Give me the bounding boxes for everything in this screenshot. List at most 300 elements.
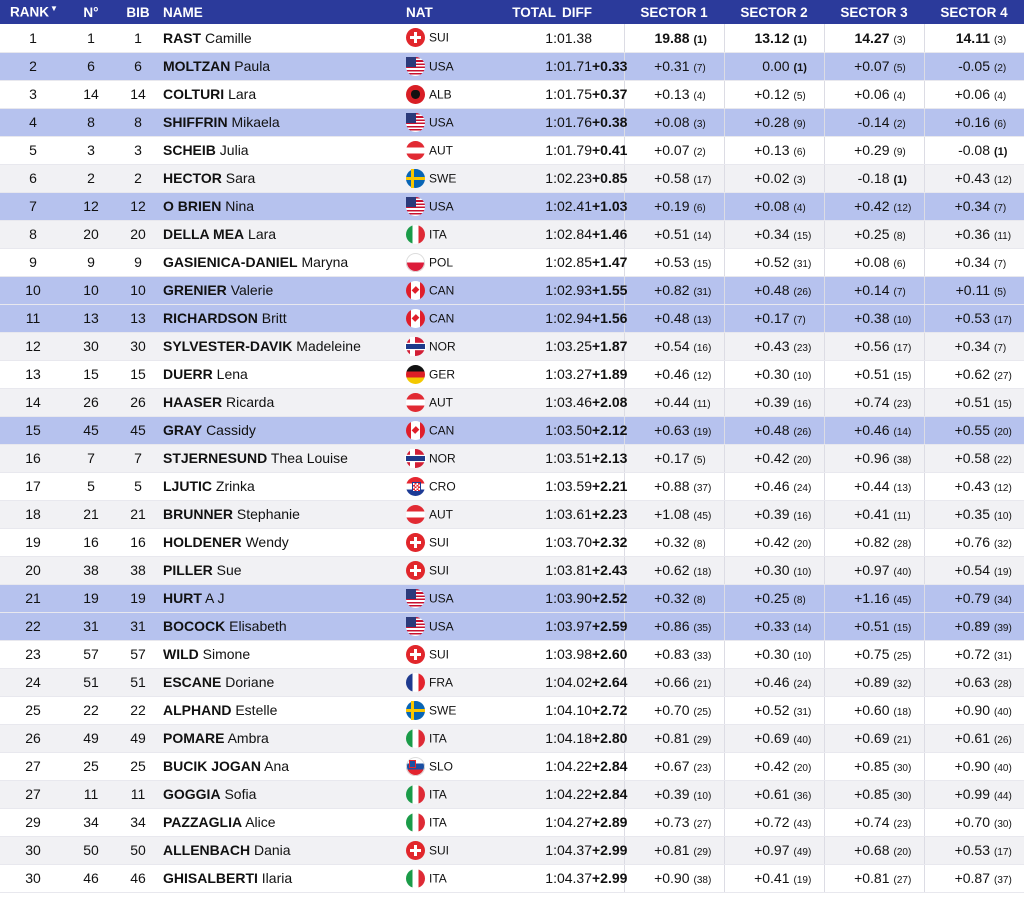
athlete-name[interactable]: [160, 80, 406, 108]
athlete-name[interactable]: [160, 136, 406, 164]
athlete-name[interactable]: [160, 528, 406, 556]
nation-code: GER: [429, 367, 456, 381]
sector-time: +0.53: [654, 254, 690, 270]
sector-time: -0.08: [958, 142, 990, 158]
nation-cell: [406, 556, 500, 584]
sector-rank: (1): [994, 146, 1008, 158]
no-cell: 22: [66, 696, 116, 724]
athlete-name[interactable]: [160, 724, 406, 752]
sector1-cell: [624, 640, 724, 668]
last-name: GRAY: [163, 422, 203, 438]
last-name: COLTURI: [163, 86, 225, 102]
sector1-cell: [624, 136, 724, 164]
sector-time: +0.97: [854, 562, 890, 578]
total-time: 1:03.70: [500, 528, 592, 556]
sector-rank: (16): [793, 399, 812, 410]
athlete-name[interactable]: [160, 304, 406, 332]
total-time: 1:03.46: [500, 388, 592, 416]
last-name: SCHEIB: [163, 142, 216, 158]
table-row[interactable]: [0, 164, 1024, 192]
sector-time: +0.35: [954, 506, 990, 522]
sector-time: +0.66: [654, 674, 690, 690]
no-cell: 3: [66, 136, 116, 164]
total-time: 1:03.25: [500, 332, 592, 360]
rank-header-label: RANK: [10, 4, 49, 20]
bib-header[interactable]: BIB: [116, 0, 160, 24]
sector3-cell: [824, 388, 924, 416]
first-name: Madeleine: [296, 338, 361, 354]
diff-value: +1.87: [592, 338, 628, 354]
bib-cell: 15: [116, 360, 160, 388]
last-name: SYLVESTER-DAVIK: [163, 338, 293, 354]
sector-time: +0.74: [854, 394, 890, 410]
flag-usa-icon: [406, 57, 425, 76]
bib-cell: 6: [116, 52, 160, 80]
sector-time: +0.32: [654, 590, 690, 606]
sector-time: +0.13: [654, 86, 690, 102]
table-row[interactable]: [0, 52, 1024, 80]
nation-code: CAN: [429, 423, 455, 437]
table-row[interactable]: [0, 808, 1024, 836]
sector3-cell: [824, 780, 924, 808]
sector1-header[interactable]: SECTOR 1: [624, 0, 724, 24]
sector-rank: (28): [994, 679, 1012, 690]
sector-rank: (5): [893, 63, 906, 74]
sector-time: +0.51: [654, 226, 690, 242]
sector-rank: (9): [893, 147, 906, 158]
table-row[interactable]: [0, 472, 1024, 500]
rank-cell: 5: [0, 136, 66, 164]
sector-time: +0.42: [754, 758, 790, 774]
nation-code: USA: [429, 591, 454, 605]
sector-rank: (28): [893, 539, 912, 550]
flag-ita-icon: [406, 225, 425, 244]
diff-value: +1.03: [592, 198, 628, 214]
sector-time: +0.42: [754, 450, 790, 466]
no-cell: 26: [66, 388, 116, 416]
athlete-name[interactable]: [160, 192, 406, 220]
sector3-cell: [824, 612, 924, 640]
sector-time: +0.13: [754, 142, 790, 158]
table-row[interactable]: [0, 24, 1024, 52]
total-time: 1:03.51: [500, 444, 592, 472]
table-row[interactable]: [0, 416, 1024, 444]
nation-cell: [406, 136, 500, 164]
sector3-header[interactable]: SECTOR 3: [824, 0, 924, 24]
sector-rank: (26): [793, 287, 812, 298]
nation-cell: [406, 304, 500, 332]
flag-cro-icon: [406, 477, 425, 496]
first-name: Sue: [216, 562, 242, 578]
total-time: 1:02.85: [500, 248, 592, 276]
athlete-name[interactable]: [160, 752, 406, 780]
athlete-name[interactable]: [160, 864, 406, 892]
sector4-cell: [924, 696, 1024, 724]
athlete-name[interactable]: [160, 836, 406, 864]
table-row[interactable]: [0, 500, 1024, 528]
sector4-cell: [924, 836, 1024, 864]
total-header[interactable]: TOTAL: [500, 0, 592, 24]
bib-cell: 25: [116, 752, 160, 780]
last-name: BOCOCK: [163, 618, 226, 634]
sector-time: +0.46: [754, 478, 790, 494]
sector4-cell: [924, 584, 1024, 612]
table-row[interactable]: [0, 556, 1024, 584]
nation-code: SUI: [429, 647, 450, 661]
athlete-name[interactable]: [160, 584, 406, 612]
sector-time: +1.16: [854, 590, 890, 606]
sector-rank: (12): [994, 483, 1012, 494]
sector-rank: (3): [793, 175, 806, 186]
table-row[interactable]: [0, 136, 1024, 164]
no-cell: 19: [66, 584, 116, 612]
athlete-name[interactable]: [160, 472, 406, 500]
nation-code: FRA: [429, 675, 453, 689]
nation-code: CAN: [429, 311, 455, 325]
sector-time: +0.30: [754, 366, 790, 382]
bib-cell: 1: [116, 24, 160, 52]
table-row[interactable]: [0, 724, 1024, 752]
athlete-name[interactable]: [160, 276, 406, 304]
total-time: 1:04.22: [500, 780, 592, 808]
sector-rank: (1): [893, 174, 907, 186]
nation-code: ITA: [429, 815, 447, 829]
diff-value: +2.59: [592, 618, 628, 634]
sector-rank: (15): [893, 371, 912, 382]
athlete-name[interactable]: [160, 52, 406, 80]
table-row[interactable]: [0, 80, 1024, 108]
sector-rank: (1): [693, 33, 707, 46]
athlete-name[interactable]: [160, 220, 406, 248]
sector-rank: (37): [994, 875, 1012, 886]
sector1-cell: [624, 24, 724, 52]
flag-sui-icon: [406, 645, 425, 664]
sector1-cell: [624, 192, 724, 220]
total-time: 1:03.61: [500, 500, 592, 528]
table-row[interactable]: [0, 752, 1024, 780]
nation-cell: [406, 528, 500, 556]
table-row[interactable]: [0, 444, 1024, 472]
sector-rank: (23): [793, 343, 812, 354]
first-name: Elisabeth: [229, 618, 287, 634]
table-row[interactable]: [0, 528, 1024, 556]
sector-rank: (24): [793, 483, 812, 494]
sector-time: +0.34: [954, 198, 990, 214]
sector-time: +0.30: [754, 646, 790, 662]
nation-cell: [406, 416, 500, 444]
sector2-cell: [724, 332, 824, 360]
athlete-name[interactable]: [160, 388, 406, 416]
sector-rank: (20): [793, 455, 812, 466]
table-row[interactable]: [0, 696, 1024, 724]
diff-header[interactable]: [562, 0, 624, 24]
no-cell: 10: [66, 276, 116, 304]
total-time: 1:04.37: [500, 836, 592, 864]
sector-time: +0.96: [854, 450, 890, 466]
diff-value: +2.84: [592, 758, 628, 774]
athlete-name[interactable]: [160, 248, 406, 276]
diff-cell: [592, 752, 628, 780]
rank-header[interactable]: [0, 0, 66, 24]
sector-rank: (32): [893, 679, 912, 690]
sector3-cell: [824, 108, 924, 136]
sector-time: +0.32: [654, 534, 690, 550]
no-cell: 49: [66, 724, 116, 752]
diff-cell: [592, 836, 628, 864]
nation-code: SUI: [429, 535, 450, 549]
sector-rank: (15): [793, 231, 812, 242]
bib-cell: 31: [116, 612, 160, 640]
table-row[interactable]: [0, 612, 1024, 640]
sector2-header[interactable]: SECTOR 2: [724, 0, 824, 24]
sector3-cell: [824, 668, 924, 696]
sector-time: +0.62: [954, 366, 990, 382]
table-row[interactable]: [0, 108, 1024, 136]
last-name: PILLER: [163, 562, 213, 578]
first-name: Doriane: [225, 674, 275, 690]
sector1-cell: [624, 584, 724, 612]
last-name: DELLA MEA: [163, 226, 245, 242]
diff-cell: [592, 584, 628, 612]
table-row[interactable]: [0, 668, 1024, 696]
first-name: Thea Louise: [270, 450, 348, 466]
sector4-cell: [924, 864, 1024, 892]
sector-rank: (7): [994, 259, 1007, 270]
athlete-name[interactable]: [160, 108, 406, 136]
nation-cell: [406, 836, 500, 864]
sector-time: +0.99: [954, 786, 990, 802]
no-cell: 9: [66, 248, 116, 276]
sector-time: +0.08: [854, 254, 890, 270]
athlete-name[interactable]: [160, 24, 406, 52]
table-row[interactable]: [0, 640, 1024, 668]
athlete-name[interactable]: [160, 444, 406, 472]
sector2-cell: [724, 668, 824, 696]
diff-cell: [592, 808, 628, 836]
flag-ita-icon: [406, 813, 425, 832]
diff-value: +2.89: [592, 814, 628, 830]
diff-cell: [592, 612, 628, 640]
bib-cell: 34: [116, 808, 160, 836]
last-name: ESCANE: [163, 674, 222, 690]
no-cell: 45: [66, 416, 116, 444]
sector2-cell: [724, 584, 824, 612]
rank-cell: 7: [0, 192, 66, 220]
table-row[interactable]: [0, 836, 1024, 864]
table-row[interactable]: [0, 864, 1024, 892]
athlete-name[interactable]: [160, 332, 406, 360]
flag-aut-icon: [406, 393, 425, 412]
sector4-cell: [924, 612, 1024, 640]
sector-rank: (26): [793, 427, 812, 438]
sector2-cell: [724, 612, 824, 640]
sector4-cell: [924, 136, 1024, 164]
sector-time: +0.75: [854, 646, 890, 662]
sector-time: -0.05: [958, 58, 990, 74]
sector-rank: (17): [893, 343, 912, 354]
flag-ita-icon: [406, 785, 425, 804]
sector2-cell: [724, 444, 824, 472]
sector2-cell: [724, 472, 824, 500]
nation-cell: [406, 752, 500, 780]
sector-time: +0.34: [754, 226, 790, 242]
diff-cell: [592, 640, 628, 668]
sector1-cell: [624, 80, 724, 108]
sector2-cell: [724, 304, 824, 332]
sector-time: +0.83: [654, 646, 690, 662]
sector2-cell: [724, 164, 824, 192]
sector-time: +0.82: [854, 534, 890, 550]
athlete-name[interactable]: [160, 500, 406, 528]
sector-rank: (17): [994, 315, 1012, 326]
athlete-name[interactable]: [160, 640, 406, 668]
table-row[interactable]: [0, 276, 1024, 304]
flag-usa-icon: [406, 113, 425, 132]
athlete-name[interactable]: [160, 612, 406, 640]
table-row[interactable]: [0, 584, 1024, 612]
athlete-name[interactable]: [160, 164, 406, 192]
sector-time: +0.25: [854, 226, 890, 242]
sector-rank: (16): [793, 511, 812, 522]
sector-rank: (18): [893, 707, 912, 718]
athlete-name[interactable]: [160, 696, 406, 724]
sector-rank: (34): [994, 595, 1012, 606]
sector-rank: (2): [994, 63, 1007, 74]
rank-cell: 9: [0, 248, 66, 276]
nation-cell: [406, 108, 500, 136]
diff-cell: [592, 276, 628, 304]
sector4-cell: [924, 640, 1024, 668]
sector-time: +0.85: [854, 786, 890, 802]
sector-time: 14.11: [955, 29, 990, 46]
nation-cell: [406, 612, 500, 640]
last-name: PAZZAGLIA: [163, 814, 243, 830]
no-cell: 2: [66, 164, 116, 192]
sector-time: +0.70: [654, 702, 690, 718]
sector-time: +0.17: [754, 310, 790, 326]
no-cell: 15: [66, 360, 116, 388]
sector-rank: (10): [994, 511, 1012, 522]
sector-time: +0.88: [654, 478, 690, 494]
rank-cell: 3: [0, 80, 66, 108]
sector-rank: (5): [693, 455, 706, 466]
rank-cell: 26: [0, 724, 66, 752]
nat-header[interactable]: NAT: [406, 0, 500, 24]
sector-rank: (4): [893, 91, 906, 102]
sector3-cell: [824, 556, 924, 584]
sector-time: +0.51: [954, 394, 990, 410]
sector-rank: (19): [793, 875, 812, 886]
table-row[interactable]: [0, 248, 1024, 276]
total-time: 1:01.79: [500, 136, 592, 164]
no-header[interactable]: N°: [66, 0, 116, 24]
nation-cell: [406, 80, 500, 108]
diff-value: +1.55: [592, 282, 628, 298]
athlete-name[interactable]: [160, 780, 406, 808]
sector4-cell: [924, 780, 1024, 808]
sector-time: +0.12: [754, 86, 790, 102]
sector-time: +0.81: [854, 870, 890, 886]
first-name: Paula: [234, 58, 271, 74]
first-name: A J: [205, 590, 225, 606]
flag-usa-icon: [406, 589, 425, 608]
sort-desc-icon[interactable]: ▼: [50, 4, 58, 14]
diff-cell: [592, 332, 628, 360]
diff-value: +1.46: [592, 226, 628, 242]
sector-rank: (38): [693, 875, 712, 886]
last-name: POMARE: [163, 730, 225, 746]
sector-rank: (15): [994, 399, 1012, 410]
flag-nor-icon: [406, 337, 425, 356]
sector-time: +0.08: [754, 198, 790, 214]
first-name: Stephanie: [236, 506, 300, 522]
table-row[interactable]: [0, 388, 1024, 416]
athlete-name[interactable]: [160, 556, 406, 584]
table-row[interactable]: [0, 192, 1024, 220]
nation-code: SUI: [429, 30, 450, 45]
sector4-cell: [924, 276, 1024, 304]
flag-swe-icon: [406, 169, 425, 188]
table-row[interactable]: [0, 220, 1024, 248]
last-name: BRUNNER: [163, 506, 233, 522]
bib-cell: 30: [116, 332, 160, 360]
sector-rank: (23): [893, 819, 912, 830]
table-row[interactable]: [0, 360, 1024, 388]
sector-time: +0.85: [854, 758, 890, 774]
sector-rank: (11): [994, 231, 1012, 242]
nation-code: ALB: [429, 87, 452, 101]
table-row[interactable]: [0, 304, 1024, 332]
sector-rank: (9): [793, 119, 806, 130]
sector-rank: (13): [693, 315, 712, 326]
name-header[interactable]: NAME: [160, 0, 406, 24]
sector3-cell: [824, 696, 924, 724]
sector-time: +0.90: [654, 870, 690, 886]
athlete-name[interactable]: [160, 668, 406, 696]
diff-cell: [592, 192, 628, 220]
sector-time: +0.89: [954, 618, 990, 634]
sector-time: +0.63: [954, 674, 990, 690]
diff-value: +2.23: [592, 506, 628, 522]
first-name: Zrinka: [215, 478, 255, 494]
diff-value: +2.72: [592, 702, 628, 718]
bib-cell: 26: [116, 388, 160, 416]
total-time: 1:04.27: [500, 808, 592, 836]
sector-rank: (4): [994, 91, 1007, 102]
sector-time: 14.27: [854, 29, 890, 46]
nation-cell: [406, 808, 500, 836]
table-row[interactable]: [0, 332, 1024, 360]
diff-value: +0.41: [592, 142, 628, 158]
athlete-name[interactable]: [160, 416, 406, 444]
sector-rank: (49): [793, 847, 812, 858]
sector-time: +0.48: [754, 282, 790, 298]
sector-time: +0.46: [654, 366, 690, 382]
sector3-cell: [824, 640, 924, 668]
sector4-header[interactable]: SECTOR 4: [924, 0, 1024, 24]
athlete-name[interactable]: [160, 360, 406, 388]
athlete-name[interactable]: [160, 808, 406, 836]
sector-rank: (8): [893, 231, 906, 242]
sector-rank: (15): [693, 259, 712, 270]
table-row[interactable]: [0, 780, 1024, 808]
nation-code: ITA: [429, 227, 447, 241]
nation-code: ITA: [429, 787, 447, 801]
no-cell: 34: [66, 808, 116, 836]
sector3-cell: [824, 192, 924, 220]
diff-cell: [592, 780, 628, 808]
sector-rank: (40): [994, 707, 1012, 718]
